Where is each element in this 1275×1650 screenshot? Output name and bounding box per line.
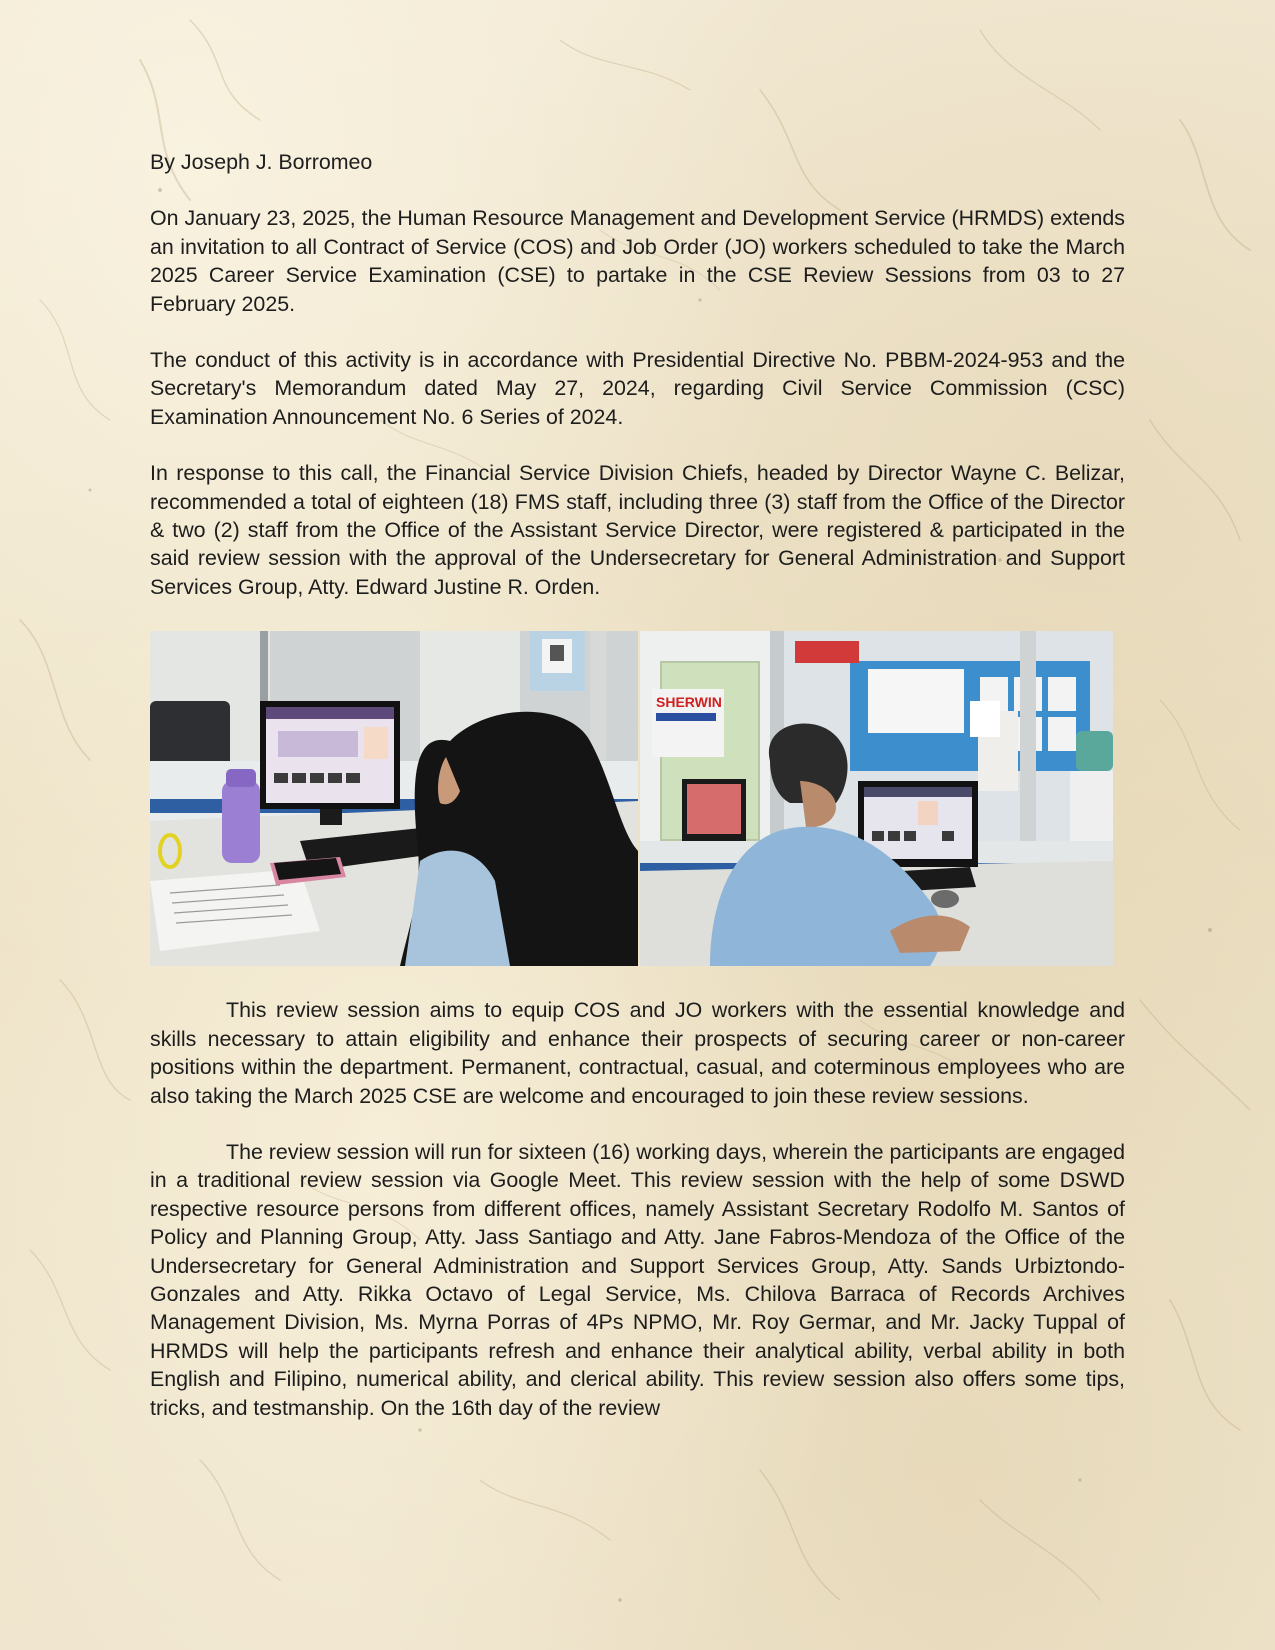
- sign-text: SHERWIN: [656, 694, 722, 711]
- paragraph-invitation: On January 23, 2025, the Human Resource Management and Development Service (HRMDS) extends an invitation to all Contract of Service (COS) and Job Order (JO) workers scheduled to take the March 2025 Career Service Examination (CSE) to partake in the CSE Review Sessions from 03 to 27 February 2025.: [150, 206, 1125, 316]
- article: [150, 148, 1125, 1422]
- photo-collage: [150, 631, 1113, 966]
- paragraph-aim: This review session aims to equip COS and JO workers with the essential knowledge and skills necessary to attain eligibility and enhance their prospects of securing career or non-career positions within the department. Permanent, contractual, casual, and coterminous employees who are also taking the March 2025 CSE are welcome and encouraged to join these review sessions.: [150, 998, 1125, 1108]
- photo-review-session-left: [150, 631, 638, 966]
- paragraph-schedule: The review session will run for sixteen (16) working days, wherein the participants are engaged in a traditional review session via Google Meet. This review session with the help of some DSWD respective resource persons from different offices, namely Assistant Secretary Rodolfo M. Santos of Policy and Planning Group, Atty. Jass Santiago and Atty. Jane Fabros-Mendoza of the Office of the Undersecretary for General Administration and Support Services Group, Atty. Sands Urbiztondo-Gonzales and Atty. Rikka Octavo of Legal Service, Ms. Chilova Barraca of Records Archives Management Division, Ms. Myrna Porras of 4Ps NPMO, Mr. Roy Germar, and Mr. Jacky Tuppal of HRMDS will help the participants refresh and enhance their analytical ability, verbal ability in both English and Filipino, numerical ability, and clerical ability. This review session also offers some tips, tricks, and testmanship. On the 16th day of the review: [150, 1139, 1125, 1420]
- photo-review-session-right: [640, 631, 1113, 966]
- paragraph-participants: In response to this call, the Financial Service Division Chiefs, headed by Director Wayne C. Belizar, recommended a total of eighteen (18) FMS staff, including three (3) staff from the Office of the Director & two (2) staff from the Office of the Assistant Service Director, were registered & participated in the said review session with the approval of the Undersecretary for General Administration and Support Services Group, Atty. Edward Justine R. Orden.: [150, 461, 1125, 599]
- byline: By Joseph J. Borromeo: [150, 150, 373, 174]
- paragraph-directive: The conduct of this activity is in accordance with Presidential Directive No. PBBM-2024-953 and the Secretary's Memorandum dated May 27, 2024, regarding Civil Service Commission (CSC) Examination Announcement No. 6 Series of 2024.: [150, 348, 1125, 429]
